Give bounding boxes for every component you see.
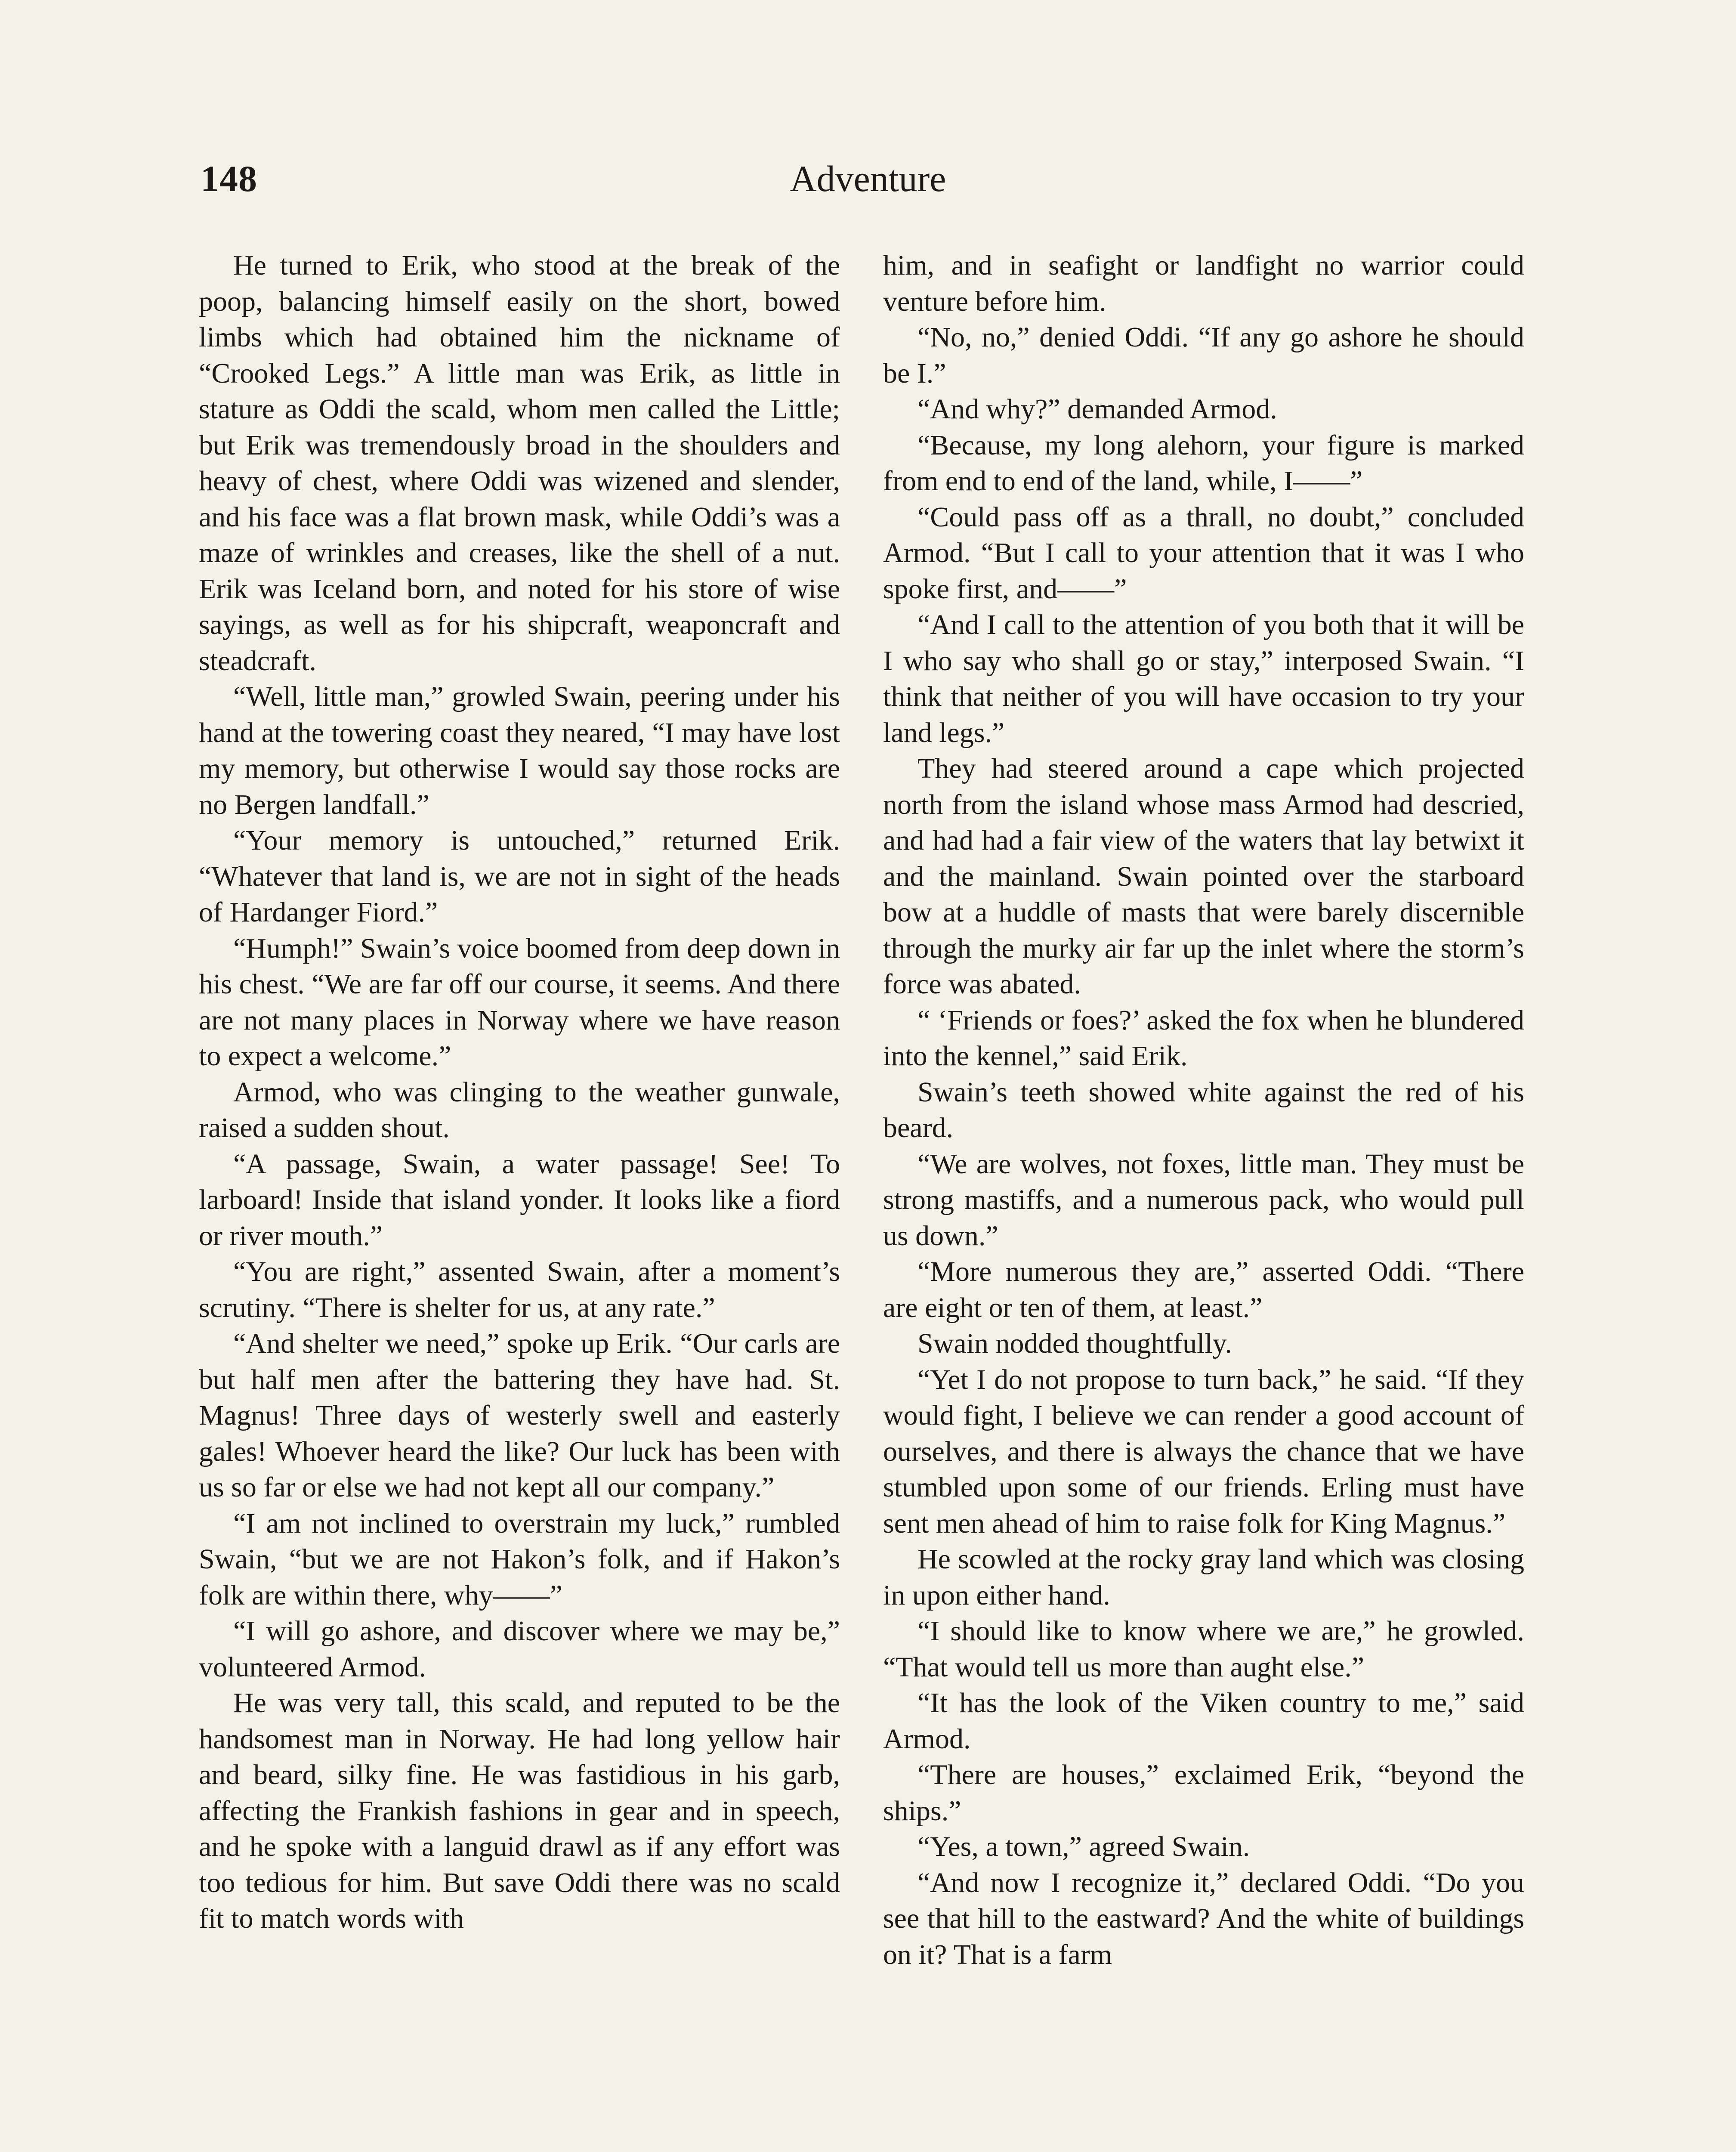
paragraph: “You are right,” assented Swain, after a moment’s scrutiny. “There is shelter for us, at any rate.”	[199, 1256, 840, 1323]
paragraph: “I should like to know where we are,” he growled. “That would tell us more than aught else.”	[883, 1615, 1524, 1683]
paragraph: “Humph!” Swain’s voice boomed from deep down in his chest. “We are far off our course, it seems. And there are not many places in Norway where we have reason to expect a welcome.”	[199, 932, 840, 1072]
paragraph: “Your memory is untouched,” returned Erik. “Whatever that land is, we are not in sight of the heads of Hardanger Fiord.”	[199, 825, 840, 928]
paragraph: “Could pass off as a thrall, no doubt,” concluded Armod. “But I call to your attention that it was I who spoke first, and——”	[883, 501, 1524, 605]
paragraph: Armod, who was clinging to the weather gunwale, raised a sudden shout.	[199, 1076, 840, 1144]
page-header	[0, 157, 1736, 209]
paragraph: They had steered around a cape which projected north from the island whose mass Armod had descried, and had had a fair view of the waters that lay betwixt it and the mainland. Swain pointed over the starboard bow at a huddle of masts that were barely discernible through the murky air far up the inlet where the storm’s force was abated.	[883, 753, 1524, 1000]
paragraph: He was very tall, this scald, and reputed to be the handsomest man in Norway. He had long yellow hair and beard, silky fine. He was fastidious in his garb, affecting the Frankish fashions in gear and in speech, and he spoke with a languid drawl as if any effort was too tedious for him. But save Oddi there was no scald fit to match words with	[199, 1687, 840, 1934]
paragraph: “ ‘Friends or foes?’ asked the fox when he blundered into the kennel,” said Erik.	[883, 1004, 1524, 1072]
paragraph: He turned to Erik, who stood at the break of the poop, balancing himself easily on the short, bowed limbs which had obtained him the nickname of “Crooked Legs.” A little man was Erik, as little in stature as Oddi the scald, whom men called the Little; but Erik was tremendously broad in the shoulders and heavy of chest, where Oddi was wizened and slender, and his face was a flat brown mask, while Oddi’s was a maze of wrinkles and creases, like the shell of a nut. Erik was Iceland born, and noted for his store of wise sayings, as well as for his shipcraft, weaponcraft and steadcraft.	[199, 250, 840, 677]
paragraph: He scowled at the rocky gray land which was closing in upon either hand.	[883, 1543, 1524, 1611]
paragraph: “Well, little man,” growled Swain, peering under his hand at the towering coast they neared, “I may have lost my memory, but otherwise I would say those rocks are no Bergen landfall.”	[199, 681, 840, 820]
paragraph: “We are wolves, not foxes, little man. They must be strong mastiffs, and a numerous pack, who would pull us down.”	[883, 1148, 1524, 1252]
paragraph: him, and in seafight or landfight no warrior could venture before him.	[883, 250, 1524, 317]
paragraph: “It has the look of the Viken country to me,” said Armod.	[883, 1687, 1524, 1755]
paragraph: “A passage, Swain, a water passage! See! To larboard! Inside that island yonder. It looks like a fiord or river mouth.”	[199, 1148, 840, 1252]
right-column	[883, 247, 1524, 2152]
paragraph: “Yet I do not propose to turn back,” he said. “If they would fight, I believe we can render a good account of ourselves, and there is always the chance that we have stumbled upon some of our friends. Erling must have sent men ahead of him to raise folk for King Magnus.”	[883, 1364, 1524, 1539]
page-number: 148	[201, 158, 257, 199]
paragraph: “No, no,” denied Oddi. “If any go ashore he should be I.”	[883, 322, 1524, 389]
paragraph: “Yes, a town,” agreed Swain.	[917, 1831, 1250, 1862]
paragraph: “And now I recognize it,” declared Oddi. “Do you see that hill to the eastward? And the white of buildings on it? That is a farm	[883, 1867, 1524, 1970]
paragraph: “I am not inclined to overstrain my luck,” rumbled Swain, “but we are not Hakon’s folk, and if Hakon’s folk are within there, why——”	[199, 1507, 840, 1611]
paragraph: “I will go ashore, and discover where we may be,” volunteered Armod.	[199, 1615, 840, 1683]
paragraph: “And why?” demanded Armod.	[917, 393, 1277, 425]
paragraph: “And I call to the attention of you both that it will be I who say who shall go or stay,” interposed Swain. “I think that neither of you will have occasion to try your land legs.”	[883, 609, 1524, 748]
left-column	[199, 247, 840, 2152]
paragraph: “There are houses,” exclaimed Erik, “beyond the ships.”	[883, 1759, 1524, 1827]
paragraph: Swain’s teeth showed white against the red of his beard.	[883, 1076, 1524, 1144]
paragraph: “And shelter we need,” spoke up Erik. “Our carls are but half men after the battering they have had. St. Magnus! Three days of westerly swell and easterly gales! Whoever heard the like? Our luck has been with us so far or else we had not kept all our company.”	[199, 1328, 840, 1503]
paragraph: “Because, my long alehorn, your figure is marked from end to end of the land, while, I——”	[883, 429, 1524, 497]
paragraph: Swain nodded thoughtfully.	[917, 1328, 1232, 1359]
running-title: Adventure	[790, 158, 946, 199]
paragraph: “More numerous they are,” asserted Oddi. “There are eight or ten of them, at least.”	[883, 1256, 1524, 1323]
